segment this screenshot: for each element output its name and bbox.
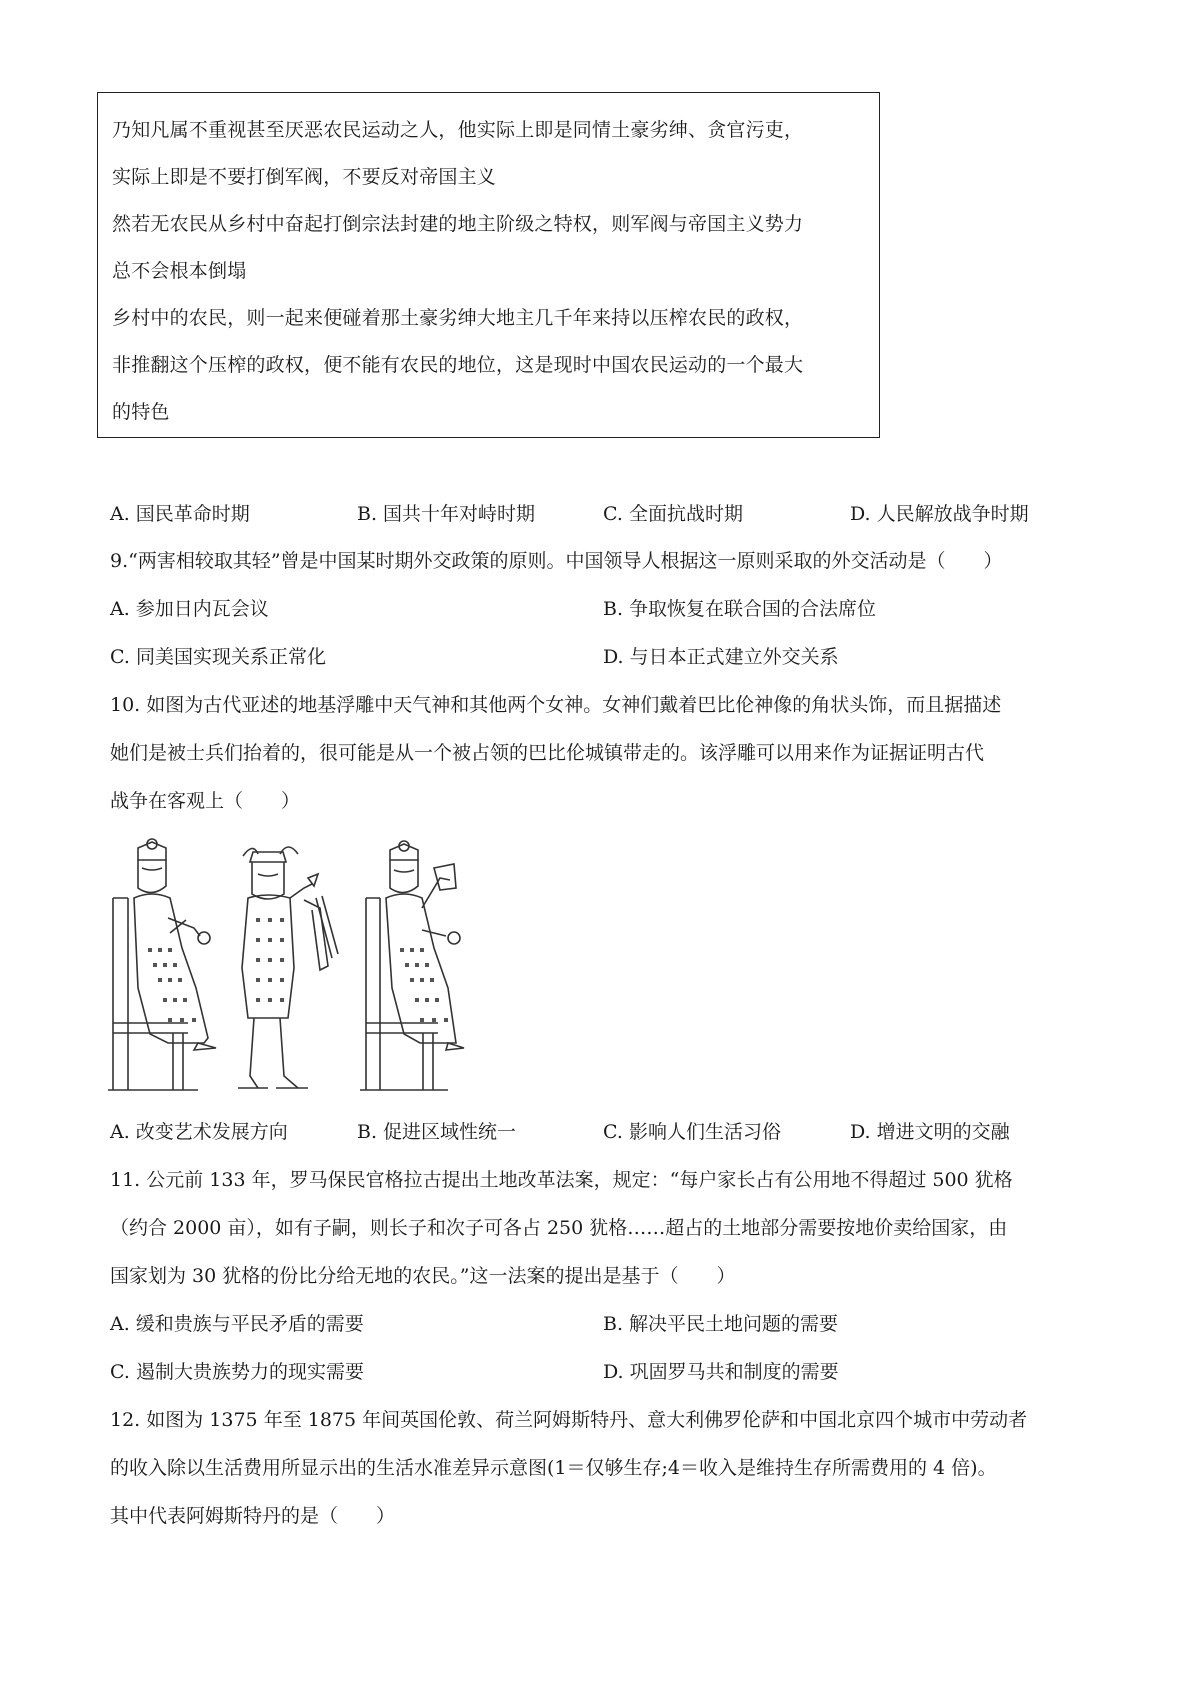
q10-option-d[interactable]: D. 增进文明的交融: [850, 1121, 1010, 1143]
quote-line: 的特色: [112, 401, 170, 423]
quote-line: 总不会根本倒塌: [112, 260, 247, 282]
quote-line: 乃知凡属不重视甚至厌恶农民运动之人，他实际上即是同情土豪劣绅、贪官污吏，: [112, 119, 804, 141]
q10-option-c[interactable]: C. 影响人们生活习俗: [603, 1121, 781, 1143]
q11-option-b[interactable]: B. 解决平民土地问题的需要: [603, 1313, 839, 1335]
seated-goddess-left: [108, 839, 216, 1090]
quote-line: 实际上即是不要打倒军阀，不要反对帝国主义: [112, 166, 497, 188]
q12-stem-line: 12. 如图为 1375 年至 1875 年间英国伦敦、荷兰阿姆斯特丹、意大利佛罗伦萨和中国北京四个城市中劳动者: [110, 1409, 1028, 1431]
q10-option-b[interactable]: B. 促进区域性统一: [357, 1121, 517, 1143]
q8-option-c[interactable]: C. 全面抗战时期: [603, 503, 743, 525]
q8-option-d[interactable]: D. 人民解放战争时期: [850, 503, 1029, 525]
quote-line: 然若无农民从乡村中奋起打倒宗法封建的地主阶级之特权，则军阀与帝国主义势力: [112, 213, 804, 235]
q11-stem-line: 国家划为 30 犹格的份比分给无地的农民。”这一法案的提出是基于（ ）: [110, 1265, 736, 1287]
q9-option-c[interactable]: C. 同美国实现关系正常化: [110, 646, 326, 668]
q11-option-c[interactable]: C. 遏制大贵族势力的现实需要: [110, 1361, 364, 1383]
quote-line: 非推翻这个压榨的政权，便不能有农民的地位，这是现时中国农民运动的一个最大: [112, 354, 804, 376]
q9-option-b[interactable]: B. 争取恢复在联合国的合法席位: [603, 598, 877, 620]
q11-option-d[interactable]: D. 巩固罗马共和制度的需要: [603, 1361, 839, 1383]
robe-pattern-left: [148, 948, 196, 1022]
q10-stem-line: 战争在客观上（ ）: [110, 790, 301, 812]
robe-pattern-middle: [256, 918, 284, 1002]
q9-stem: 9.“两害相较取其轻”曾是中国某时期外交政策的原则。中国领导人根据这一原则采取的外交活动是（ ）: [110, 550, 1003, 572]
q10-option-a[interactable]: A. 改变艺术发展方向: [110, 1121, 288, 1143]
q8-option-b[interactable]: B. 国共十年对峙时期: [357, 503, 536, 525]
q8-option-a[interactable]: A. 国民革命时期: [110, 503, 250, 525]
robe-pattern-right: [400, 948, 448, 1022]
quote-box: [97, 92, 880, 438]
q11-stem-line: 11. 公元前 133 年，罗马保民官格拉古提出土地改革法案，规定：“每户家长占有公用地不得超过 500 犹格: [110, 1169, 1013, 1191]
seated-goddess-right: [360, 841, 464, 1090]
q9-option-a[interactable]: A. 参加日内瓦会议: [110, 598, 269, 620]
q11-stem-line: （约合 2000 亩），如有子嗣，则长子和次子可各占 250 犹格……超占的土地部分需要按地价卖给国家，由: [110, 1217, 1008, 1239]
quote-line: 乡村中的农民，则一起来便碰着那土豪劣绅大地主几千年来持以压榨农民的政权，: [112, 307, 804, 329]
q10-stem-line: 10. 如图为古代亚述的地基浮雕中天气神和其他两个女神。女神们戴着巴比伦神像的角状头饰，而且据描述: [110, 694, 1002, 716]
q11-option-a[interactable]: A. 缓和贵族与平民矛盾的需要: [110, 1313, 364, 1335]
q9-option-d[interactable]: D. 与日本正式建立外交关系: [603, 646, 839, 668]
q12-stem-line: 其中代表阿姆斯特丹的是（ ）: [110, 1505, 396, 1527]
assyrian-relief-illustration: [108, 838, 498, 1096]
q10-stem-line: 她们是被士兵们抬着的，很可能是从一个被占领的巴比伦城镇带走的。该浮雕可以用来作为证据证明古代: [110, 742, 985, 764]
standing-weather-god: [238, 847, 338, 1088]
q12-stem-line: 的收入除以生活费用所显示出的生活水准差异示意图(1＝仅够生存;4＝收入是维持生存所需费用的 4 倍)。: [110, 1457, 997, 1479]
